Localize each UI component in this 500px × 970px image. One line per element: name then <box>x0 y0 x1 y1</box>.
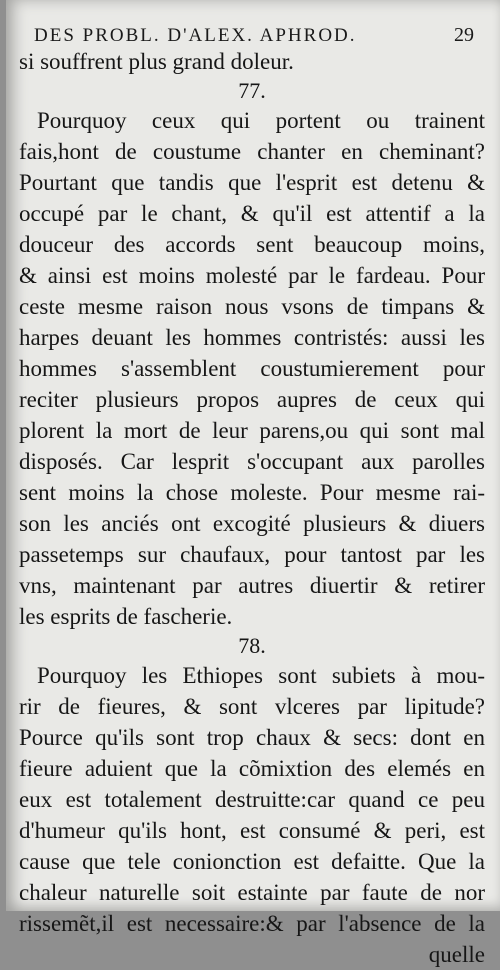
section-77 <box>19 105 485 632</box>
text-line: fais,hont de coustume chanter en cheminant? <box>19 139 485 164</box>
text-line: d'humeur qu'ils hont, est consumé & peri, est <box>19 818 485 843</box>
text-line: si souffrent plus grand doleur. <box>19 49 294 74</box>
text-line: hommes s'assemblent coustumierement pour <box>19 356 485 381</box>
text-line: sent moins la chose moleste. Pour mesme rai- <box>19 480 485 505</box>
text-line: cause que tele conionction est defaitte. Que la <box>19 849 485 874</box>
text-line: les esprits de fascherie. <box>19 604 233 629</box>
text-line: & ainsi est moins molesté par le fardeau. Pour <box>19 263 485 288</box>
section-78 <box>19 660 485 970</box>
text-line: douceur des accords sent beaucoup moins, <box>19 232 485 257</box>
text-line: rissemẽt,il est necessaire:& par l'absence de la <box>19 911 485 936</box>
text-line: fieure aduient que la cõmixtion des elemés en <box>19 756 485 781</box>
catchword: quelle <box>428 942 485 967</box>
text-line: vns, maintenant par autres diuertir & retirer <box>19 573 485 598</box>
text-line: rir de fieures, & sont vlceres par lipitude? <box>19 694 485 719</box>
body-text <box>19 46 485 970</box>
text-line: plorent la mort de leur parens,ou qui sont mal <box>19 418 485 443</box>
text-line: passetemps sur chaufaux, pour tantost par les <box>19 542 485 567</box>
book-page <box>6 0 500 967</box>
text-line: Pource qu'ils sont trop chaux & secs: dont en <box>19 725 485 750</box>
text-line: harpes deuant les hommes contristés: aussi les <box>19 325 485 350</box>
page-header <box>34 24 474 47</box>
text-line: disposés. Car lesprit s'occupant aux parolles <box>19 449 485 474</box>
text-line: occupé par le chant, & qu'il est attentif a la <box>19 201 485 226</box>
text-line: ceste mesme raison nous vsons de timpans & <box>19 294 485 319</box>
section-number: 78. <box>238 633 266 658</box>
text-line: Pourquoy les Ethiopes sont subiets à mou- <box>37 663 485 688</box>
page-number: 29 <box>454 24 474 46</box>
section-number: 77. <box>238 78 266 103</box>
text-line: reciter plusieurs propos aupres de ceux qui <box>19 387 485 412</box>
text-line: Pourquoy ceux qui portent ou trainent <box>37 108 485 133</box>
text-line: son les anciés ont excogité plusieurs & diuers <box>19 511 485 536</box>
running-title: DES PROBL. D'ALEX. APHROD. <box>34 25 357 46</box>
text-line: Pourtant que tandis que l'esprit est detenu & <box>19 170 485 195</box>
text-line: chaleur naturelle soit estainte par faute de nor <box>19 880 485 905</box>
text-line: eux est totalement destruitte:car quand ce peu <box>19 787 485 812</box>
